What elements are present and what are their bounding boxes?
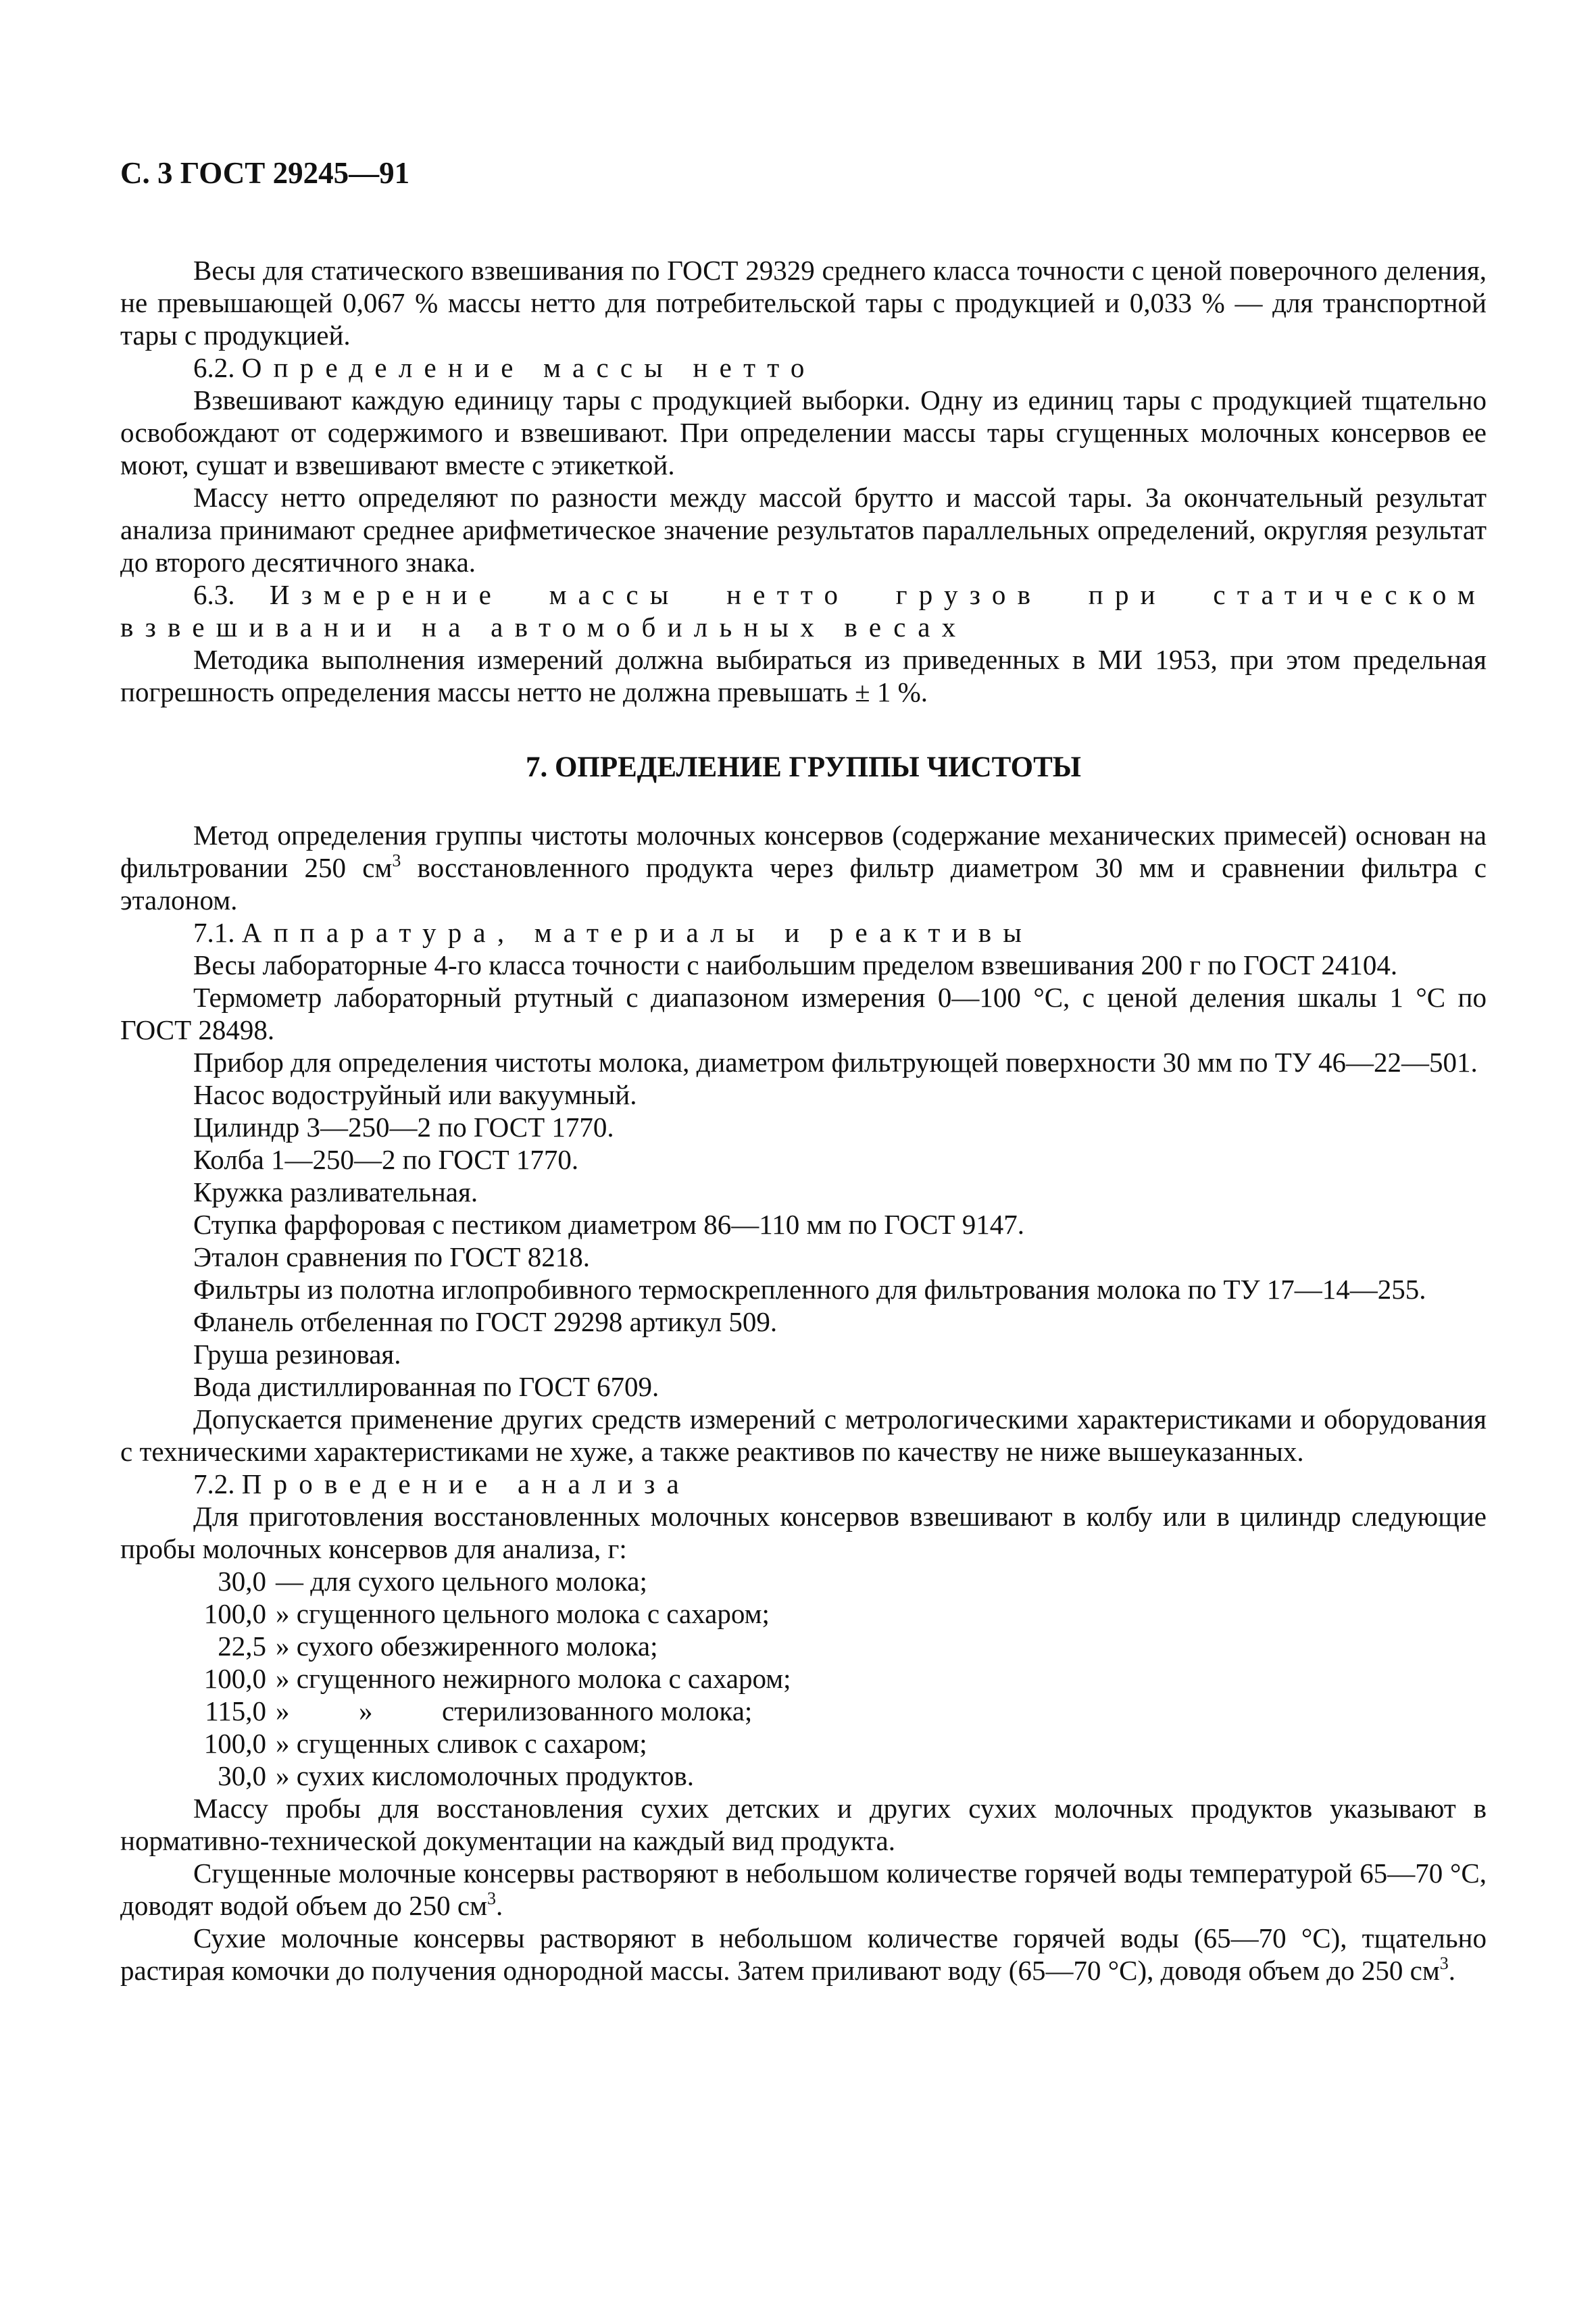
sample-desc: » сгущенного нежирного молока с сахаром;	[276, 1663, 791, 1694]
equipment-item: Весы лабораторные 4-го класса точности с наибольшим пределом взвешивания 200 г по ГОСТ 24104.	[193, 949, 1398, 980]
equipment-item: Груша резиновая.	[193, 1339, 401, 1370]
sample-qty: 22,5	[218, 1631, 266, 1662]
sample-row	[120, 1630, 1487, 1662]
subsection-number: 6.2.	[193, 352, 235, 383]
sample-qty: 30,0	[218, 1760, 266, 1791]
superscript: 3	[487, 1889, 497, 1908]
subsection-6-3-heading	[120, 578, 1487, 643]
equipment-item: Эталон сравнения по ГОСТ 8218.	[193, 1241, 590, 1272]
sample-row	[120, 1597, 1487, 1630]
equipment-item: Насос водоструйный или вакуумный.	[193, 1079, 637, 1110]
equipment-item: Ступка фарфоровая с пестиком диаметром 86—110 мм по ГОСТ 9147.	[193, 1209, 1024, 1240]
paragraph-dry-products: Массу пробы для восстановления сухих детских и других сухих молочных продуктов указывают в нормативно-технической документации на каждый вид продукта.	[120, 1793, 1487, 1856]
subsection-number: 7.1.	[193, 917, 235, 948]
superscript: 3	[1439, 1953, 1449, 1973]
sample-qty: 100,0	[203, 1598, 266, 1629]
sample-desc: » сухих кисломолочных продуктов.	[276, 1760, 694, 1791]
sample-desc: » » стерилизованного молока;	[276, 1695, 753, 1726]
sample-qty: 100,0	[203, 1728, 266, 1759]
sample-row	[120, 1760, 1487, 1792]
condensed-text-b: .	[496, 1890, 503, 1921]
subsection-number: 7.2.	[193, 1468, 235, 1499]
sample-row	[120, 1727, 1487, 1760]
sample-row	[120, 1565, 1487, 1597]
equipment-item: Допускается применение других средств измерений с метрологическими характеристиками и оборудования с техническими характеристиками не хуже, а также реактивов по качеству не ниже вышеуказанных.	[120, 1403, 1487, 1467]
sample-desc: » сгущенного цельного молока с сахаром;	[276, 1598, 770, 1629]
equipment-item: Прибор для определения чистоты молока, диаметром фильтрующей поверхности 30 мм по ТУ 46—22—501.	[193, 1047, 1478, 1078]
paragraph-method: Методика выполнения измерений должна выбираться из приведенных в МИ 1953, при этом предельная погрешность определения массы нетто не должна превышать ± 1 %.	[120, 644, 1487, 707]
equipment-item: Фланель отбеленная по ГОСТ 29298 артикул 509.	[193, 1306, 778, 1337]
subsection-title: Измерение массы нетто грузов при статическом взвешивании на автомобильных весах	[120, 579, 1487, 643]
equipment-item: Вода дистиллированная по ГОСТ 6709.	[193, 1371, 659, 1402]
equipment-item: Цилиндр 3—250—2 по ГОСТ 1770.	[193, 1112, 614, 1143]
intro-text-b: восстановленного продукта через фильтр диаметром 30 мм и сравнении фильтра с эталоном.	[120, 852, 1487, 916]
sample-row	[120, 1695, 1487, 1727]
sample-qty: 115,0	[205, 1695, 266, 1726]
subsection-number: 6.3.	[193, 579, 235, 610]
subsection-7-2-heading	[120, 1468, 1487, 1500]
subsection-title: Проведение анализа	[241, 1468, 691, 1499]
paragraph-scales: Весы для статического взвешивания по ГОСТ 29329 среднего класса точности с ценой поверочного деления, не превышающей 0,067 % массы нетто для потребительской тары с продукцией и 0,033 % — для транспортной тары с продукцией.	[120, 255, 1487, 351]
sample-qty: 30,0	[218, 1566, 266, 1597]
sample-list	[120, 1565, 1487, 1792]
document-page	[120, 154, 1487, 1987]
equipment-item: Фильтры из полотна иглопробивного термоскрепленного для фильтрования молока по ТУ 17—14—255.	[193, 1274, 1426, 1305]
subsection-6-2-heading	[120, 351, 1487, 384]
sample-desc: » сгущенных сливок с сахаром;	[276, 1728, 647, 1759]
equipment-item: Кружка разливательная.	[193, 1176, 478, 1208]
equipment-item: Термометр лабораторный ртутный с диапазоном измерения 0—100 °С, с ценой деления шкалы 1 °С по ГОСТ 28498.	[120, 982, 1487, 1045]
subsection-title: Определение массы нетто	[241, 352, 816, 383]
paragraph-condensed	[120, 1857, 1487, 1922]
sample-qty: 100,0	[203, 1663, 266, 1694]
section-7-heading: 7. ОПРЕДЕЛЕНИЕ ГРУППЫ ЧИСТОТЫ	[525, 751, 1082, 783]
subsection-title: Аппаратура, материалы и реактивы	[241, 917, 1034, 948]
paragraph-weigh: Взвешивают каждую единицу тары с продукцией выборки. Одну из единиц тары с продукцией тщательно освобождают от содержимого и взвешивают. При определении массы тары сгущенных молочных консервов ее моют, сушат и взвешивают вместе с этикеткой.	[120, 384, 1487, 480]
paragraph-net-mass: Массу нетто определяют по разности между массой брутто и массой тары. За окончательный результат анализа принимают среднее арифметическое значение результатов параллельных определений, округляя результат до второго десятичного знака.	[120, 482, 1487, 578]
condensed-text-a: Сгущенные молочные консервы растворяют в небольшом количестве горячей воды температурой 65—70 °С, доводят водой объем до 250 см	[120, 1858, 1487, 1921]
running-head: С. 3 ГОСТ 29245—91	[120, 156, 410, 190]
superscript: 3	[392, 851, 401, 870]
powder-text-b: .	[1448, 1955, 1456, 1986]
sample-desc: » сухого обезжиренного молока;	[276, 1631, 658, 1662]
powder-text-a: Сухие молочные консервы растворяют в небольшом количестве горячей воды (65—70 °С), тщательно растирая комочки до получения однородной массы. Затем приливают воду (65—70 °С), доводя объем до 250 см	[120, 1922, 1487, 1986]
paragraph-powder	[120, 1922, 1487, 1987]
subsection-7-1-heading	[120, 916, 1487, 949]
paragraph-preparation: Для приготовления восстановленных молочных консервов взвешивают в колбу или в цилиндр следующие пробы молочных консервов для анализа, г:	[120, 1501, 1487, 1564]
equipment-item: Колба 1—250—2 по ГОСТ 1770.	[193, 1144, 579, 1175]
intro-text-a: Метод определения группы чистоты молочных консервов (содержание механических примесей) основан на фильтровании 250 см	[120, 820, 1487, 883]
sample-desc: — для сухого цельного молока;	[276, 1566, 647, 1597]
paragraph-intro	[120, 819, 1487, 916]
sample-row	[120, 1662, 1487, 1695]
